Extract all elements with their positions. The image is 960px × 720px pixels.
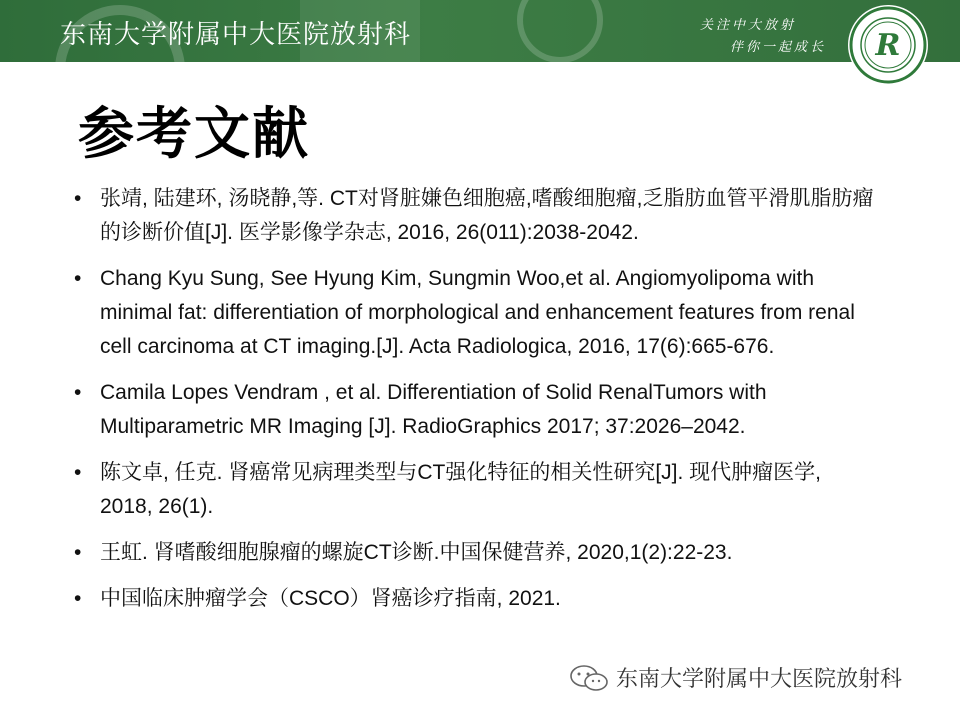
reference-text: 中国临床肿瘤学会（CSCO）肾癌诊疗指南, 2021.: [100, 587, 561, 610]
header-banner: [0, 0, 960, 62]
watermark-text: 东南大学附属中大医院放射科: [616, 666, 903, 691]
reference-text: Chang Kyu Sung, See Hyung Kim, Sungmin Woo,et al. Angiomyolipoma with minimal fat: differentiation of morphological and enhancement features from renal cell carcinoma at CT imaging.[J]. Acta Radiologica, 2016, 17(6):665-676.: [100, 267, 855, 358]
reference-text: 陈文卓, 任克. 肾癌常见病理类型与CT强化特征的相关性研究[J]. 现代肿瘤医学, 2018, 26(1).: [100, 461, 822, 518]
hospital-radiology-logo-icon: [846, 3, 930, 87]
bullet: •: [74, 461, 82, 484]
reference-item: [74, 182, 874, 250]
header-slogan-line1: 关注中大放射: [700, 18, 797, 33]
header-title: 东南大学附属中大医院放射科: [60, 20, 412, 50]
wechat-icon: [568, 663, 610, 693]
reference-list: [74, 182, 874, 628]
reference-item: [74, 456, 874, 524]
reference-item: [74, 536, 874, 570]
bullet: •: [74, 587, 82, 610]
reference-text: Camila Lopes Vendram , et al. Differentiation of Solid RenalTumors with Multiparametric MR Imaging [J]. RadioGraphics 2017; 37:2026–2042.: [100, 381, 767, 438]
logo-letter: R: [875, 28, 901, 63]
bullet: •: [74, 381, 82, 404]
reference-item: [74, 262, 874, 364]
header-slogan-line2: 伴你一起成长: [730, 40, 827, 55]
reference-item: [74, 582, 874, 616]
bullet: •: [74, 541, 82, 564]
reference-item: [74, 376, 874, 444]
reference-text: 张靖, 陆建环, 汤晓静,等. CT对肾脏嫌色细胞癌,嗜酸细胞瘤,乏脂肪血管平滑肌脂肪瘤的诊断价值[J]. 医学影像学杂志, 2016, 26(011):2038-2042.: [100, 187, 874, 244]
bullet: •: [74, 267, 82, 290]
page-title: 参考文献: [78, 102, 310, 165]
bullet: •: [74, 187, 82, 210]
reference-text: 王虹. 肾嗜酸细胞腺瘤的螺旋CT诊断.中国保健营养, 2020,1(2):22-23.: [100, 541, 733, 564]
watermark: [568, 662, 902, 693]
